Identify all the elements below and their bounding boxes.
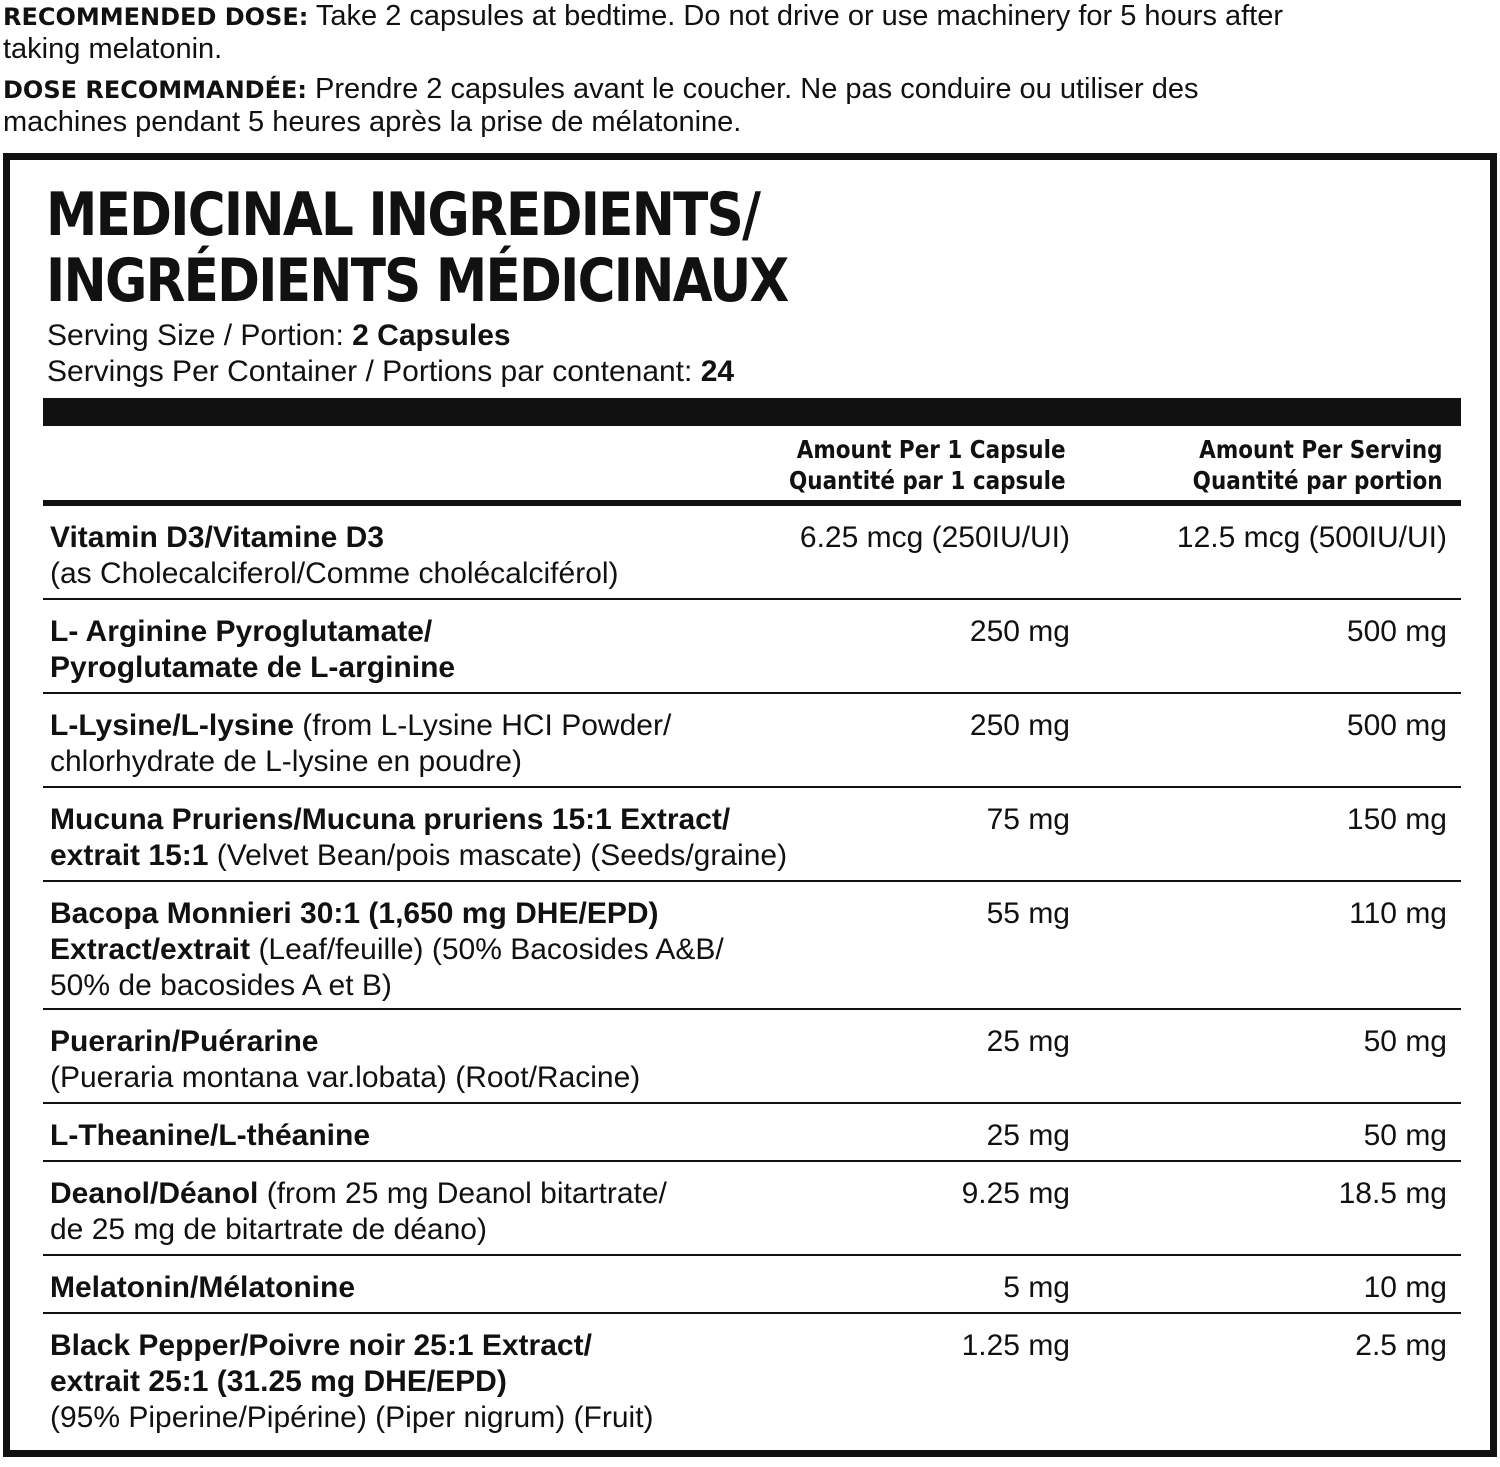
amount-per-serving: 500 mg: [1346, 615, 1447, 648]
dose-text-fr-1: Prendre 2 capsules avant le coucher. Ne pas conduire ou utiliser des: [306, 73, 1199, 105]
ingredient-name: Bacopa Monnieri 30:1 (1,650 mg DHE/EPD) Extract/extrait (Leaf/feuille) (50% Bacosides A&B/ 50% de bacosides A et B): [50, 897, 724, 1002]
amount-per-serving: 150 mg: [1346, 803, 1447, 836]
amount-per-capsule: 6.25 mcg (250IU/UI): [799, 521, 1070, 554]
recommended-dose-english: [3, 0, 1493, 65]
recommended-dose-french: [3, 73, 1493, 138]
table-row: [43, 506, 1461, 600]
servings-per-container: [47, 354, 734, 390]
table-row: [43, 1162, 1461, 1256]
table-row: [43, 882, 1461, 1010]
thick-divider: [43, 398, 1461, 426]
dose-label-en: RECOMMENDED DOSE:: [3, 3, 309, 31]
dose-label-fr: DOSE RECOMMANDÉE:: [3, 76, 307, 104]
ingredient-name: Vitamin D3/Vitamine D3 (as Cholecalciferol/Comme cholécalciférol): [50, 521, 619, 590]
amount-per-capsule: 25 mg: [986, 1025, 1070, 1058]
panel-title-line-2: INGRÉDIENTS MÉDICINAUX: [46, 246, 788, 316]
amount-per-capsule: 55 mg: [986, 897, 1070, 930]
amount-per-serving: 12.5 mcg (500IU/UI): [1176, 521, 1447, 554]
ingredient-name: Puerarin/Puérarine (Pueraria montana var.lobata) (Root/Racine): [50, 1025, 641, 1094]
column-header-per-capsule-en: Amount Per 1 Capsule: [797, 435, 1066, 464]
dose-text-en-1: Take 2 capsules at bedtime. Do not drive or use machinery for 5 hours after: [308, 0, 1284, 32]
ingredients-panel: [3, 153, 1497, 1457]
table-row: [43, 600, 1461, 694]
ingredient-name: Melatonin/Mélatonine: [50, 1271, 356, 1304]
ingredient-name: L-Lysine/L-lysine (from L-Lysine HCI Powder/ chlorhydrate de L-lysine en poudre): [50, 709, 672, 778]
amount-per-capsule: 9.25 mg: [961, 1177, 1070, 1210]
amount-per-serving: 50 mg: [1363, 1119, 1447, 1152]
column-header-per-capsule-fr: Quantité par 1 capsule: [789, 466, 1066, 495]
amount-per-capsule: 250 mg: [969, 615, 1070, 648]
table-row: [43, 1256, 1461, 1314]
table-row: [43, 694, 1461, 788]
table-row: [43, 788, 1461, 882]
servings-value: 24: [700, 355, 735, 388]
ingredient-name: L-Theanine/L-théanine: [50, 1119, 371, 1152]
servings-label: Servings Per Container / Portions par contenant:: [47, 355, 701, 388]
amount-per-capsule: 25 mg: [986, 1119, 1070, 1152]
amount-per-serving: 110 mg: [1349, 897, 1447, 930]
column-header-per-serving: [1193, 434, 1443, 496]
amount-per-serving: 18.5 mg: [1338, 1177, 1447, 1210]
table-row: [43, 1314, 1461, 1442]
ingredient-name: Mucuna Pruriens/Mucuna pruriens 15:1 Extract/ extrait 15:1 (Velvet Bean/pois mascate) (Seeds/graine): [50, 803, 788, 872]
ingredient-name: Deanol/Déanol (from 25 mg Deanol bitartrate/ de 25 mg de bitartrate de déano): [50, 1177, 667, 1246]
amount-per-capsule: 1.25 mg: [961, 1329, 1070, 1362]
amount-per-serving: 500 mg: [1346, 709, 1447, 742]
ingredient-name: Black Pepper/Poivre noir 25:1 Extract/ extrait 25:1 (31.25 mg DHE/EPD) (95% Piperine/Pipérine) (Piper nigrum) (Fruit): [50, 1329, 654, 1434]
column-header-per-serving-fr: Quantité par portion: [1193, 466, 1443, 495]
panel-title-line-1: MEDICINAL INGREDIENTS/: [46, 180, 760, 250]
ingredient-name: L- Arginine Pyroglutamate/ Pyroglutamate de L-arginine: [50, 615, 456, 684]
dose-text-en-2: taking melatonin.: [3, 33, 223, 65]
amount-per-capsule: 5 mg: [1003, 1271, 1070, 1304]
amount-per-capsule: 250 mg: [969, 709, 1070, 742]
amount-per-serving: 50 mg: [1363, 1025, 1447, 1058]
table-row: [43, 1010, 1461, 1104]
ingredients-table: [43, 506, 1461, 1442]
dose-text-fr-2: machines pendant 5 heures après la prise de mélatonine.: [3, 106, 742, 138]
amount-per-capsule: 75 mg: [986, 803, 1070, 836]
amount-per-serving: 2.5 mg: [1355, 1329, 1447, 1362]
amount-per-serving: 10 mg: [1363, 1271, 1447, 1304]
column-header-per-capsule: [789, 434, 1066, 496]
serving-size-value: 2 Capsules: [352, 319, 511, 352]
serving-size: [47, 318, 511, 354]
serving-size-label: Serving Size / Portion:: [47, 319, 353, 352]
column-header-per-serving-en: Amount Per Serving: [1199, 435, 1443, 464]
panel-title: [46, 182, 788, 314]
table-row: [43, 1104, 1461, 1162]
